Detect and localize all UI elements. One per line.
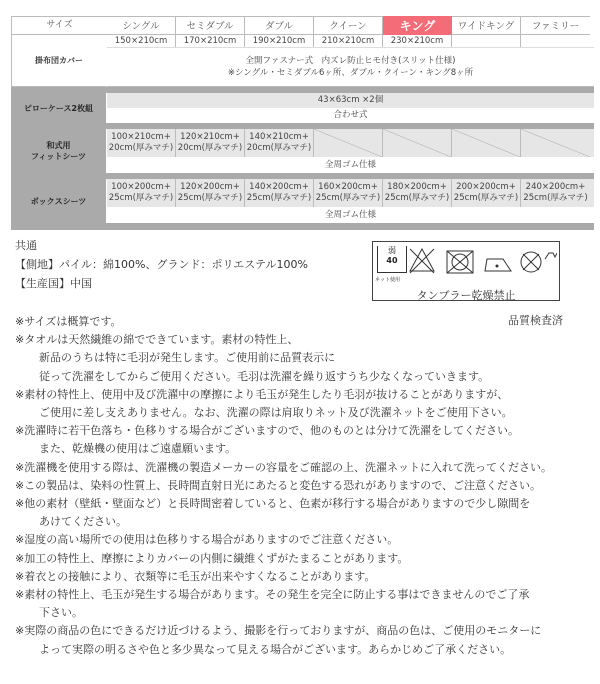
fitted-size-single: 100×210cm+ 20cm(厚みマチ): [107, 129, 176, 157]
row-fitted-japanese: [11, 129, 594, 173]
pillow-style: 合わせ式: [107, 108, 594, 123]
remark-line: よって実際の明るさや色と多少異なって見える場合がございます。あらかじめご了承ください。: [39, 642, 512, 656]
futon-dim-king: 230×210cm: [383, 35, 452, 47]
futon-dim-semidouble: 170×210cm: [176, 35, 245, 47]
remark-line: また、乾燥機の使用はご遠慮願います。: [39, 442, 237, 456]
remark-line: 下さい。: [39, 606, 83, 620]
material-text: 【側地】パイル：綿100%、グランド：ポリエステル100%: [15, 258, 308, 271]
common-info: [15, 238, 308, 292]
fitted-na-queen: [314, 129, 383, 157]
remarks-list: [15, 313, 590, 659]
futon-note-2: ※シングル・セミダブル6ヶ所、ダブル・クイーン・キング8ヶ所: [227, 68, 474, 78]
row-box-sheet: [11, 179, 594, 223]
fitted-size-semidouble: 120×210cm+ 20cm(厚みマチ): [176, 129, 245, 157]
remark-line: ※洗濯時に若干色落ち・色移りする場合がございますので、他のものとは分けて洗濯をしてください。: [15, 424, 519, 438]
box-size-family: 240×200cm+ 25cm(厚みマチ): [523, 182, 588, 203]
futon-note-1: 全開ファスナー式 内ズレ防止ヒモ付き(スリット仕様): [245, 56, 456, 66]
remark-line: 新品のうちは特に毛羽が発生します。ご使用前に品質表示に: [39, 351, 336, 365]
remark-line: ※タオルは天然繊維の綿でできています。素材の特性上、: [15, 333, 299, 347]
pillow-case-label: ピローケース2枚組: [11, 93, 107, 123]
remark-line: ※洗濯機を使用する際は、洗濯機の製造メーカーの容量をご確認の上、洗濯ネットに入れて洗ってください。: [15, 460, 552, 474]
box-size-double: 140×200cm+ 25cm(厚みマチ): [245, 179, 314, 207]
col-single: シングル: [107, 16, 176, 35]
remark-line: ※湿度の高い場所での使用は色移りする場合がありますのでご注意ください。: [15, 533, 399, 547]
box-size-queen: 160×200cm+ 25cm(厚みマチ): [314, 179, 383, 207]
fitted-note: 全周ゴム仕様: [107, 157, 594, 173]
fitted-na-family: [521, 129, 590, 157]
box-size-king: 180×200cm+ 25cm(厚みマチ): [383, 179, 452, 207]
box-size-wideking: 200×200cm+ 25cm(厚みマチ): [452, 179, 521, 207]
wash-tub-icon: 弱 40: [377, 246, 407, 273]
remark-line: ※着衣との接触により、衣類等に毛玉が出来やすくなることがあります。: [15, 569, 376, 583]
remark-line: ※素材の特性上、毛玉が発生する場合があります。その発生を完全に防止する事はできませんのでご了承: [15, 588, 530, 602]
pillow-size: 43×63cm ×2個: [107, 93, 594, 108]
quality-checked: 品質検査済: [508, 314, 563, 327]
table-header: [11, 16, 594, 35]
remark-line: ※この製品は、染料の性質上、長時間直射日光にあたると変色する恐れがありますので、ご注意ください。: [15, 478, 541, 492]
futon-dim-single: 150×210cm: [107, 35, 176, 47]
fitted-label-2: フィットシーツ: [30, 152, 87, 161]
box-size-single: 100×200cm+ 25cm(厚みマチ): [107, 179, 176, 207]
box-note: 全周ゴム仕様: [107, 207, 594, 223]
care-symbols-icon: [407, 245, 557, 285]
col-queen: クイーン: [314, 16, 383, 35]
remark-line: ※サイズは概算です。: [15, 315, 122, 328]
fitted-na-king: [383, 129, 452, 157]
col-family: ファミリー: [521, 16, 590, 35]
remark-line: ご使用に差し支えありません。なお、洗濯の際は肩取りネット及び洗濯ネットをご使用下さい。: [39, 406, 513, 420]
col-wideking: ワイドキング: [452, 16, 521, 35]
size-header-label: サイズ: [11, 16, 107, 35]
fitted-na-wideking: [452, 129, 521, 157]
col-king: キング: [383, 16, 452, 35]
col-double: ダブル: [245, 16, 314, 35]
fitted-size-double: 140×210cm+ 20cm(厚みマチ): [245, 129, 314, 157]
remark-line: あけてください。: [39, 515, 127, 529]
futon-dim-double: 190×210cm: [245, 35, 314, 47]
net-label: ネット使用: [375, 277, 401, 283]
row-futon-cover: [11, 35, 594, 87]
row-pillow-case: [11, 93, 594, 123]
origin-text: 【生産国】中国: [15, 277, 92, 290]
col-semidouble: セミダブル: [176, 16, 245, 35]
futon-cover-label: 掛布団カバー: [11, 35, 107, 87]
fitted-label-1: 和式用: [46, 141, 71, 150]
remark-line: ※素材の特性上、使用中及び洗濯中の摩擦により毛玉が発生したり毛羽が抜けることがありますが、: [15, 387, 509, 401]
remark-line: 従って洗濯をしてからご使用ください。毛羽は洗濯を繰り返すうち少なくなっていきます。: [39, 369, 490, 383]
care-label-box: [372, 241, 560, 301]
box-sheet-label: ボックスシーツ: [11, 179, 107, 223]
futon-dim-wideking: [452, 35, 521, 47]
remark-line: ※加工の特性上、摩擦によりカバーの内側に繊維くずがたまることがあります。: [15, 551, 409, 565]
size-table: [11, 16, 594, 230]
remark-line: ※実際の商品の色にできるだけ近づけるよう、撮影を行っておりますが、商品の色は、ご使用のモニターに: [15, 624, 542, 638]
futon-dim-queen: 210×210cm: [314, 35, 383, 47]
box-size-semidouble: 120×200cm+ 25cm(厚みマチ): [176, 179, 245, 207]
remark-line: ※他の素材（壁紙・壁面など）と長時間密着していると、色素が移行する場合がありますので少し隙間を: [15, 497, 531, 511]
futon-dim-family: [521, 35, 590, 47]
tumble-warning: タンブラー乾燥禁止: [416, 289, 516, 302]
common-title: 共通: [15, 239, 37, 252]
